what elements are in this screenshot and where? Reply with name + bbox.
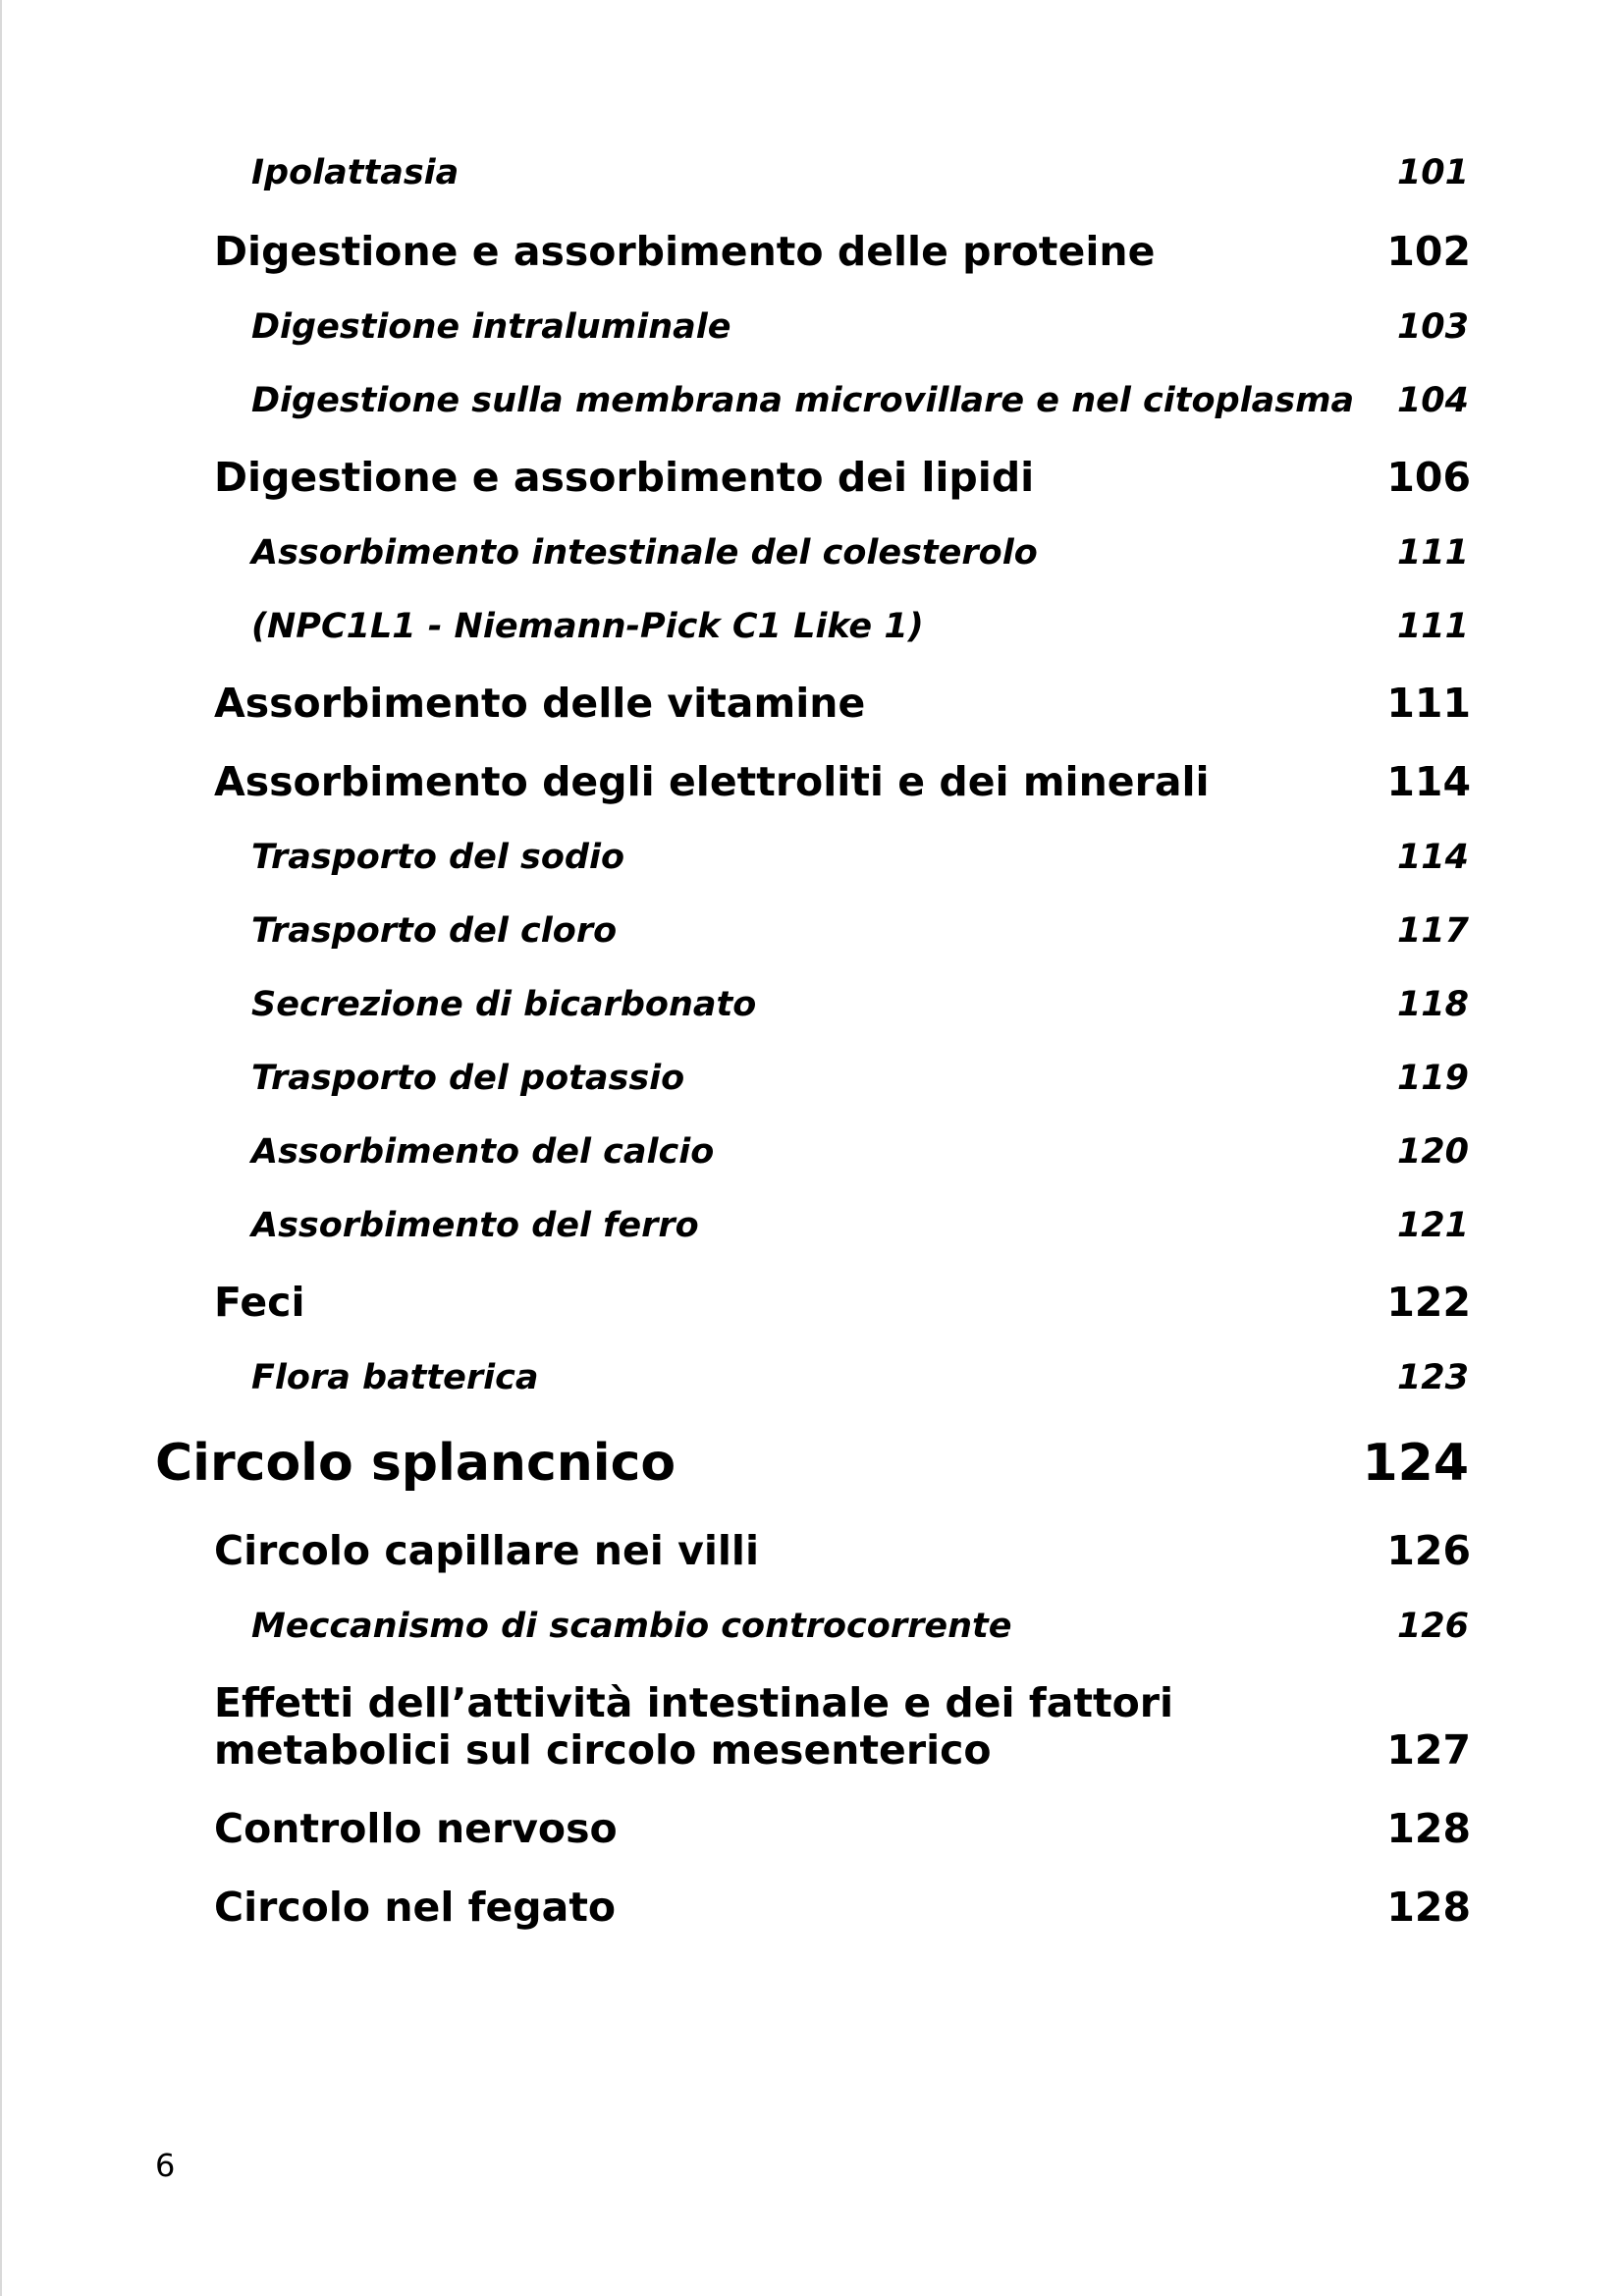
toc-entry[interactable] xyxy=(214,1679,1471,1774)
toc-entry[interactable] xyxy=(251,307,1469,347)
toc-entry-page: 123 xyxy=(1396,1358,1469,1397)
toc-entry-page: 121 xyxy=(1396,1206,1469,1245)
toc-entry-title: Flora batterica xyxy=(251,1358,539,1397)
toc-entry-title: Trasporto del sodio xyxy=(251,838,625,877)
toc-entry-page: 111 xyxy=(1386,680,1471,727)
toc-entry[interactable] xyxy=(214,1279,1471,1326)
toc-entry[interactable] xyxy=(251,607,1469,646)
toc-entry-page: 126 xyxy=(1386,1527,1471,1574)
toc-entry-title: Assorbimento del ferro xyxy=(251,1206,699,1245)
toc-entry-title: Trasporto del cloro xyxy=(251,911,618,951)
toc-entry-title: Secrezione di bicarbonato xyxy=(251,985,757,1024)
toc-entry-page: 118 xyxy=(1396,985,1469,1024)
toc-entry-page: 102 xyxy=(1386,228,1471,275)
toc-entry-page: 101 xyxy=(1396,153,1469,192)
toc-entry[interactable] xyxy=(214,680,1471,727)
toc-entry-page: 127 xyxy=(1386,1726,1471,1774)
toc-entry[interactable] xyxy=(214,758,1471,805)
toc-entry[interactable] xyxy=(251,1132,1469,1172)
toc-entry[interactable] xyxy=(214,454,1471,501)
toc-entry[interactable] xyxy=(251,838,1469,877)
toc-entry[interactable] xyxy=(214,1805,1471,1852)
toc-entry-title: Circolo nel fegato xyxy=(214,1884,617,1931)
toc-entry-title: (NPC1L1 - Niemann-Pick C1 Like 1) xyxy=(251,607,924,646)
toc-entry-page: 126 xyxy=(1396,1607,1469,1646)
toc-entry[interactable] xyxy=(251,1607,1469,1646)
toc-entry-title: Assorbimento degli elettroliti e dei minerali xyxy=(214,758,1210,805)
toc-chapter-entry[interactable] xyxy=(155,1434,1469,1493)
toc-entry[interactable] xyxy=(214,1884,1471,1931)
toc-entry[interactable] xyxy=(251,911,1469,951)
toc-entry-title: Trasporto del potassio xyxy=(251,1059,685,1098)
toc-entry-page: 114 xyxy=(1396,838,1469,877)
toc-entry[interactable] xyxy=(251,1206,1469,1245)
toc-entry-title: Digestione e assorbimento delle proteine xyxy=(214,228,1156,275)
page-edge xyxy=(0,0,2,2296)
toc-entry-title: Feci xyxy=(214,1279,305,1326)
toc-entry-page: 128 xyxy=(1386,1884,1471,1931)
toc-entry-page: 103 xyxy=(1396,307,1469,347)
page-number: 6 xyxy=(155,2147,176,2184)
toc-entry-page: 120 xyxy=(1396,1132,1469,1172)
toc-entry-page: 128 xyxy=(1386,1805,1471,1852)
toc-entry[interactable] xyxy=(214,228,1471,275)
toc-entry[interactable] xyxy=(251,533,1469,573)
toc-entry-title: Controllo nervoso xyxy=(214,1805,618,1852)
toc-entry-title: Ipolattasia xyxy=(251,153,460,192)
toc-entry-title: Assorbimento delle vitamine xyxy=(214,680,866,727)
toc-entry[interactable] xyxy=(251,985,1469,1024)
toc-entry-title: Digestione e assorbimento dei lipidi xyxy=(214,454,1035,501)
toc-entry-title: Meccanismo di scambio controcorrente xyxy=(251,1607,1012,1646)
toc-entry-title: Circolo splancnico xyxy=(155,1434,676,1493)
toc-entry[interactable] xyxy=(251,381,1469,420)
toc-entry-page: 106 xyxy=(1386,454,1471,501)
toc-entry[interactable] xyxy=(251,1358,1469,1397)
toc-entry[interactable] xyxy=(251,1059,1469,1098)
toc-entry-title: Digestione sulla membrana microvillare e nel citoplasma xyxy=(251,381,1355,420)
toc-entry-title: Digestione intraluminale xyxy=(251,307,731,347)
toc-entry-page: 117 xyxy=(1396,911,1469,951)
toc-entry[interactable] xyxy=(251,153,1469,192)
toc-entry-page: 111 xyxy=(1396,533,1469,573)
toc-entry-page: 114 xyxy=(1386,758,1471,805)
toc-entry-title: Circolo capillare nei villi xyxy=(214,1527,760,1574)
toc-entry-page: 124 xyxy=(1362,1434,1469,1493)
toc-entry-page: 104 xyxy=(1396,381,1469,420)
toc-entry-title: Assorbimento del calcio xyxy=(251,1132,715,1172)
toc-entry[interactable] xyxy=(214,1527,1471,1574)
toc-entry-page: 111 xyxy=(1396,607,1469,646)
toc-entry-page: 122 xyxy=(1386,1279,1471,1326)
toc-entry-title: Effetti dell’attività intestinale e dei fattori metabolici sul circolo mesenterico xyxy=(214,1679,1174,1774)
toc-entry-page: 119 xyxy=(1396,1059,1469,1098)
toc-entry-title: Assorbimento intestinale del colesterolo xyxy=(251,533,1038,573)
